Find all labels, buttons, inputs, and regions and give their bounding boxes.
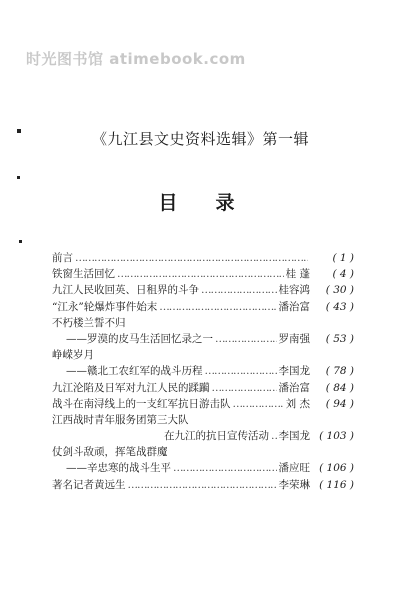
scan-mark: [19, 240, 22, 243]
toc-leader: [215, 331, 277, 347]
toc-entry-page: ( 103 ): [319, 430, 354, 443]
toc-entry-page: ( 116 ): [319, 478, 354, 491]
toc-entry-page: ( 53 ): [325, 332, 354, 345]
toc-entry-title: 铁窗生活回忆: [52, 268, 115, 281]
toc-entry-author: 潘应旺: [278, 462, 310, 475]
toc-entry-title: 前言: [52, 252, 73, 264]
toc-entry-author: 潘治富: [278, 381, 310, 394]
toc-entry-page: ( 30 ): [325, 284, 354, 297]
toc-entry[interactable]: [52, 299, 354, 315]
toc-entry[interactable]: [52, 282, 354, 298]
toc-entry-page: ( 4 ): [332, 268, 354, 281]
toc-entry-page: ( 1 ): [332, 252, 354, 264]
toc-entry-subtitle[interactable]: [52, 428, 354, 444]
watermark: 时光图书馆 atimebook.com: [26, 50, 246, 68]
toc-leader: [159, 299, 276, 315]
toc-entry[interactable]: [52, 266, 354, 282]
toc-entry-author: 刘 杰: [285, 397, 310, 410]
toc-entry[interactable]: [52, 380, 354, 396]
toc-entry-subtitle[interactable]: [52, 363, 354, 379]
toc-entry[interactable]: [52, 477, 354, 493]
toc-entry-title: 峥嵘岁月: [52, 349, 94, 362]
toc-entry-author: 李国龙: [278, 365, 310, 378]
toc-entry-title: ——赣北工农红军的战斗历程: [66, 365, 203, 378]
toc-entry-page: ( 78 ): [325, 365, 354, 378]
toc-entry-subtitle[interactable]: [52, 331, 354, 347]
toc-entry-title: ——辛忠寒的战斗生平: [66, 462, 171, 475]
table-of-contents: [52, 250, 354, 493]
toc-entry-title: 江西战时青年服务团第三大队: [52, 413, 189, 426]
toc-entry-author: 桂容鸿: [278, 284, 310, 297]
toc-entry[interactable]: [52, 250, 354, 266]
toc-entry-author: 桂 蓬: [285, 268, 310, 281]
toc-entry-author: 李国龙: [278, 430, 310, 443]
toc-entry[interactable]: [52, 315, 354, 331]
toc-entry-author: 潘治富: [278, 300, 310, 313]
contents-title: 目录: [158, 192, 273, 214]
toc-leader: [117, 266, 284, 282]
toc-leader: [173, 460, 277, 476]
toc-entry-author: 罗南强: [278, 332, 310, 345]
toc-entry-title: 仗剑斗敌顽，挥笔战群魔: [52, 446, 168, 459]
toc-entry-page: ( 106 ): [319, 462, 354, 475]
toc-entry-title: 九江沦陷及日军对九江人民的蹂躏: [52, 381, 210, 394]
toc-leader: [212, 380, 277, 396]
toc-entry-author: 李荣琳: [278, 478, 310, 491]
toc-entry-title: 九江人民收回英、日租界的斗争: [52, 284, 199, 297]
toc-entry[interactable]: [52, 412, 354, 428]
toc-entry-subtitle[interactable]: [52, 460, 354, 476]
toc-entry-title: 著名记者黄远生: [52, 478, 126, 491]
toc-leader: [233, 396, 284, 412]
toc-entry-title: 战斗在南浔线上的一支红军抗日游击队: [52, 397, 231, 410]
toc-entry-title: 在九江的抗日宣传活动: [164, 430, 269, 443]
toc-leader: [75, 250, 308, 266]
series-title: 《九江县文史资料选辑》第一辑: [91, 130, 309, 148]
toc-entry-page: ( 43 ): [325, 300, 354, 313]
scan-mark: [17, 176, 20, 179]
toc-leader: [201, 282, 277, 298]
toc-entry[interactable]: [52, 396, 354, 412]
toc-entry-page: ( 84 ): [325, 381, 354, 394]
toc-entry-title: “江永”轮爆炸事件始末: [52, 300, 158, 313]
toc-entry-title: ——罗漠的皮马生活回忆录之一: [66, 332, 213, 345]
toc-entry[interactable]: [52, 444, 354, 460]
toc-leader: [128, 477, 277, 493]
toc-leader: [271, 428, 277, 444]
toc-entry-page: ( 94 ): [325, 397, 354, 410]
toc-leader: [205, 363, 277, 379]
toc-entry[interactable]: [52, 347, 354, 363]
toc-entry-title: 不朽楼兰誓不归: [52, 316, 126, 329]
